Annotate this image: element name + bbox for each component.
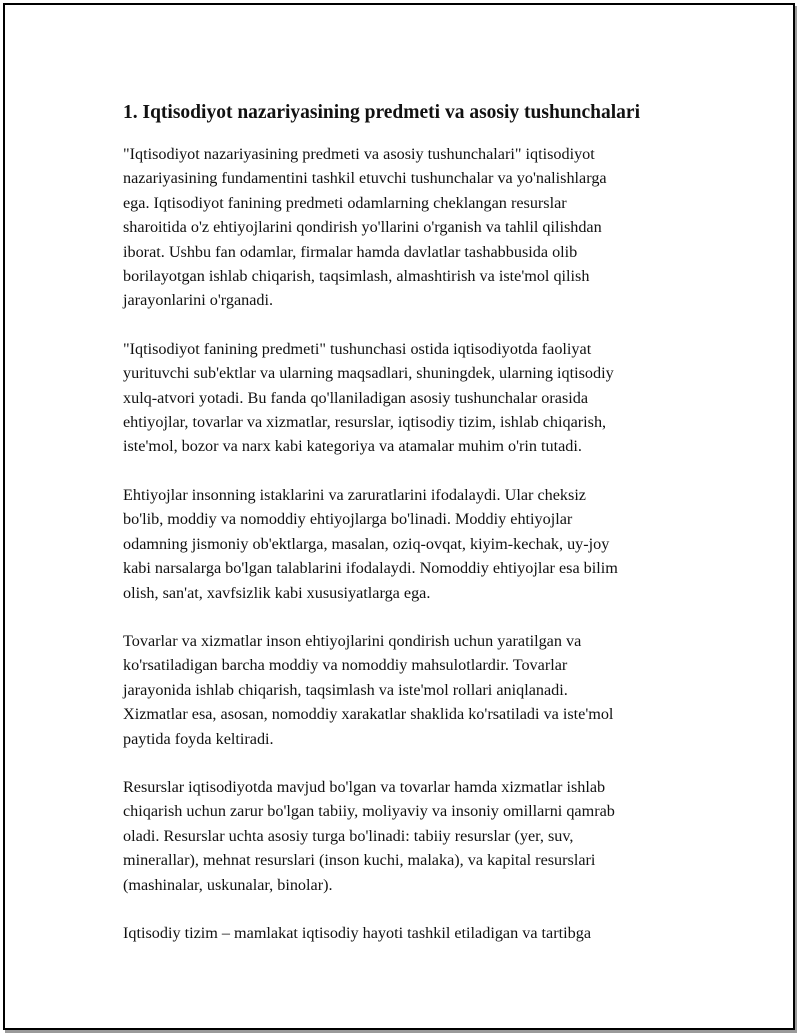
text-line: iborat. Ushbu fan odamlar, firmalar hamda davlatlar tashabbusida olib: [123, 242, 578, 261]
text-line: iste'mol, bozor va narx kabi kategoriya va atamalar muhim o'rin tutadi.: [123, 437, 582, 456]
paragraph: [123, 775, 691, 897]
text-line: nazariyasining fundamentini tashkil etuvchi tushunchalar va yo'nalishlarga: [123, 169, 607, 188]
paragraph: [123, 921, 691, 945]
text-line: sharoitida o'z ehtiyojlarini qondirish yo'llarini o'rganish va tahlil qilishdan: [123, 218, 602, 237]
text-line: ehtiyojlar, tovarlar va xizmatlar, resurslar, iqtisodiy tizim, ishlab chiqarish,: [123, 413, 607, 432]
paragraph: [123, 629, 691, 751]
page-content: [123, 100, 691, 969]
text-line: Iqtisodiy tizim – mamlakat iqtisodiy hayoti tashkil etiladigan va tartibga: [123, 923, 591, 942]
text-line: minerallar), mehnat resurslari (inson kuchi, malaka), va kapital resurslari: [123, 851, 596, 870]
paragraph-container: [123, 142, 691, 945]
text-line: Resurslar iqtisodiyotda mavjud bo'lgan va tovarlar hamda xizmatlar ishlab: [123, 777, 606, 796]
text-line: odamning jismoniy ob'ektlarga, masalan, oziq-ovqat, kiyim-kechak, uy-joy: [123, 534, 610, 553]
text-line: olish, san'at, xavfsizlik kabi xususiyatlarga ega.: [123, 583, 431, 602]
text-line: Tovarlar va xizmatlar inson ehtiyojlarini qondirish uchun yaratilgan va: [123, 631, 582, 650]
text-line: Xizmatlar esa, asosan, nomoddiy xarakatlar shaklida ko'rsatiladi va iste'mol: [123, 705, 614, 724]
text-line: "Iqtisodiyot nazariyasining predmeti va asosiy tushunchalari" iqtisodiyot: [123, 145, 595, 163]
paragraph: [123, 483, 691, 605]
paragraph: [123, 142, 691, 313]
text-line: (mashinalar, uskunalar, binolar).: [123, 875, 333, 894]
section-heading: 1. Iqtisodiyot nazariyasining predmeti va asosiy tushunchalari: [123, 102, 641, 123]
text-line: bo'lib, moddiy va nomoddiy ehtiyojlarga bo'linadi. Moddiy ehtiyojlar: [123, 510, 573, 529]
document-page: [3, 3, 795, 1030]
text-line: jarayonlarini o'rganadi.: [123, 291, 274, 310]
text-line: yurituvchi sub'ektlar va ularning maqsadlari, shuningdek, ularning iqtisodiy: [123, 364, 614, 383]
text-line: kabi narsalarga bo'lgan talablarini ifodalaydi. Nomoddiy ehtiyojlar esa bilim: [123, 559, 618, 578]
text-line: jarayonida ishlab chiqarish, taqsimlash va iste'mol rollari aniqlanadi.: [123, 680, 568, 699]
paragraph: [123, 337, 691, 459]
text-line: "Iqtisodiyot fanining predmeti" tushunchasi ostida iqtisodiyotda faoliyat: [123, 339, 592, 358]
text-line: Ehtiyojlar insonning istaklarini va zaruratlarini ifodalaydi. Ular cheksiz: [123, 485, 586, 504]
text-line: paytida foyda keltiradi.: [123, 729, 274, 748]
text-line: borilayotgan ishlab chiqarish, taqsimlash, almashtirish va iste'mol qilish: [123, 267, 590, 286]
text-line: ko'rsatiladigan barcha moddiy va nomoddiy mahsulotlardir. Tovarlar: [123, 656, 568, 675]
text-line: xulq-atvori yotadi. Bu fanda qo'llaniladigan asosiy tushunchalar orasida: [123, 388, 589, 407]
text-line: ega. Iqtisodiyot fanining predmeti odamlarning cheklangan resurslar: [123, 193, 567, 212]
text-line: oladi. Resurslar uchta asosiy turga bo'linadi: tabiiy resurslar (yer, suv,: [123, 826, 574, 845]
text-line: chiqarish uchun zarur bo'lgan tabiiy, moliyaviy va insoniy omillarni qamrab: [123, 802, 615, 821]
